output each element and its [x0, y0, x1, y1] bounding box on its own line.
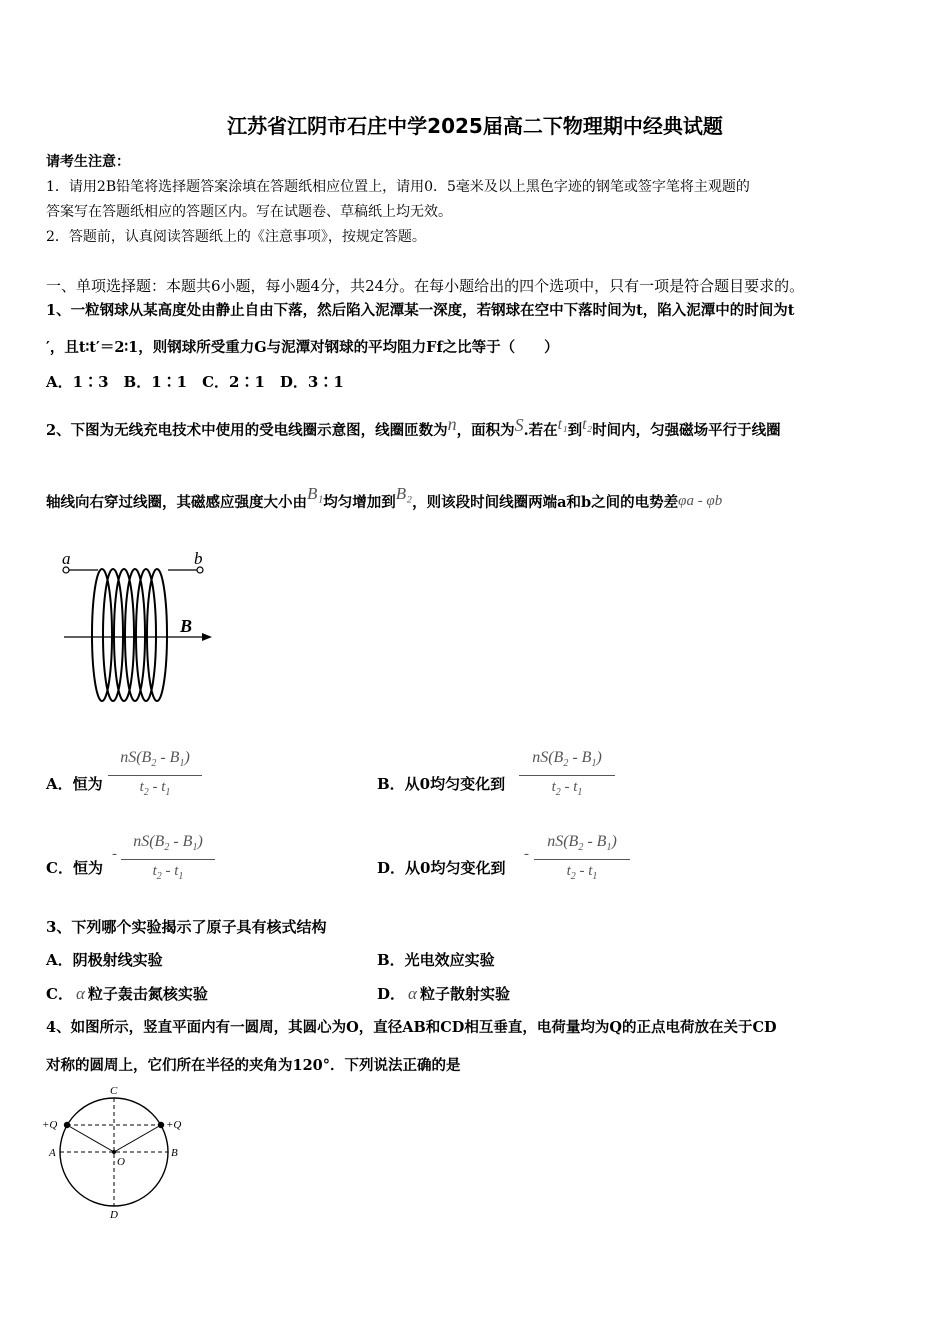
circle-figure: [40, 1083, 190, 1223]
q2-text-2: ，面积为: [456, 422, 515, 439]
q4-line-1: 4、如图所示，竖直平面内有一圆周，其圆心为O，直径AB和CD相互垂直，电荷量均为Q的正点电荷放在关于CD: [46, 1019, 777, 1036]
q2-S: S: [514, 415, 524, 435]
label-plus-Q-left: +Q: [42, 1119, 58, 1131]
charge-right: [158, 1122, 164, 1128]
q1-line-2: ′，且t∶t′＝2∶1，则钢球所受重力G与泥潭对钢球的平均阻力Ff之比等于（ ）: [46, 339, 559, 356]
q3-D-label: D．: [377, 985, 406, 1003]
q2-fraction-B: $\frac{nS(B_2 - B_1)}{t_2 - t_1}$: [519, 747, 615, 804]
q3-C-label: C．: [46, 985, 73, 1003]
q3-option-B: B．光电效应实验: [377, 951, 495, 969]
q1-line-1: 1、一粒钢球从某高度处由静止自由下落，然后陷入泥潭某一深度，若钢球在空中下落时间为t，陷入泥潭中的时间为t: [46, 302, 795, 319]
q2-line-1: [46, 414, 781, 441]
q2-line-2: [46, 484, 723, 513]
q2-option-D: D．从0均匀变化到: [377, 859, 506, 877]
alpha-symbol: α: [408, 984, 417, 1003]
q2-t1: t₁: [557, 416, 568, 433]
label-C: C: [110, 1085, 118, 1097]
q3-option-A: A．阴极射线实验: [46, 951, 163, 969]
q4-line-2: 对称的圆周上，它们所在半径的夹角为120°．下列说法正确的是: [46, 1057, 461, 1074]
label-B: B: [180, 616, 193, 636]
notice-line-2: 2．答题前，认真阅读答题纸上的《注意事项》，按规定答题。: [46, 229, 426, 245]
center-point: [112, 1150, 116, 1154]
label-D: D: [110, 1209, 118, 1221]
q2-B1: B₁: [307, 484, 324, 503]
label-B: B: [171, 1147, 178, 1159]
q3-C-text: 粒子轰击氮核实验: [87, 985, 208, 1003]
label-plus-Q-right: +Q: [166, 1119, 182, 1131]
coil-loops: [92, 569, 167, 701]
q2-neg-C: -: [112, 846, 117, 862]
label-a: a: [62, 550, 71, 568]
q2-option-C: C．恒为: [46, 859, 103, 877]
radius-left: [67, 1125, 114, 1152]
page-title: 江苏省江阴市石庄中学2025届高二下物理期中经典试题: [227, 114, 723, 138]
notice-heading: 请考生注意：: [46, 154, 130, 170]
q2-fraction-A: $\frac{nS(B_2 - B_1)}{t_2 - t_1}$: [108, 747, 202, 804]
q2-fraction-D: $\frac{nS(B_2 - B_1)}{t_2 - t_1}$: [534, 831, 630, 888]
q3-D-text: 粒子散射实验: [419, 985, 510, 1003]
label-A: A: [49, 1147, 56, 1159]
q3-stem: 3、下列哪个实验揭示了原子具有核式结构: [46, 918, 327, 936]
charge-left: [64, 1122, 70, 1128]
label-O: O: [117, 1156, 125, 1168]
q2-option-A: A．恒为: [46, 775, 103, 793]
q2-text-8: ，则该段时间线圈两端a和b之间的电势差: [412, 494, 679, 511]
q2-text-1: 2、下图为无线充电技术中使用的受电线圈示意图，线圈匝数为: [46, 422, 448, 439]
q2-text-3: .若在: [523, 422, 558, 439]
q2-B2: B₂: [395, 484, 413, 503]
label-b: b: [194, 550, 203, 568]
q2-phi: φa - φb: [678, 493, 723, 509]
alpha-symbol: α: [75, 984, 85, 1003]
q2-text-5: 时间内，匀强磁场平行于线圈: [592, 422, 781, 439]
q3-option-C: [46, 984, 208, 1004]
q2-t2: t₂: [582, 416, 593, 433]
notice-line-1b: 答案写在答题纸相应的答题区内。写在试题卷、草稿纸上均无效。: [46, 204, 452, 220]
q2-text-7: 均匀增加到: [323, 494, 396, 511]
section-heading: 一、单项选择题：本题共6小题，每小题4分，共24分。在每小题给出的四个选项中，只有一项是符合题目要求的。: [46, 277, 805, 295]
notice-line-1a: 1．请用2B铅笔将选择题答案涂填在答题纸相应位置上，请用0．5毫米及以上黑色字迹的钢笔或签字笔将主观题的: [46, 179, 750, 195]
q2-fraction-C: $\frac{nS(B_2 - B_1)}{t_2 - t_1}$: [121, 831, 215, 888]
coil-figure: [56, 550, 216, 710]
field-arrow-head: [202, 633, 212, 641]
q2-text-6: 轴线向右穿过线圈，其磁感应强度大小由: [46, 494, 307, 511]
q3-option-D: [377, 984, 510, 1004]
radius-right: [114, 1125, 161, 1152]
q2-text-4: 到: [567, 422, 583, 439]
q2-neg-D: -: [524, 846, 529, 862]
q2-n: n: [447, 414, 457, 434]
q1-options: A．1∶3 B．1∶1 C．2∶1 D．3∶1: [46, 373, 344, 391]
q2-option-B: B．从0均匀变化到: [377, 775, 506, 793]
